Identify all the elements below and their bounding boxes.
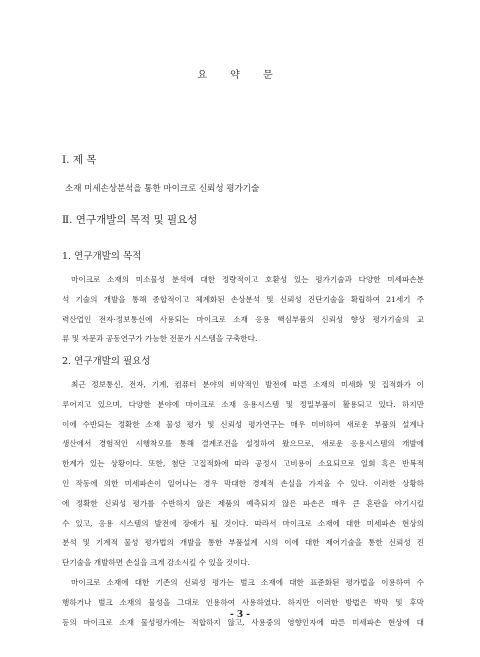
paragraph-line: 등의 마이크로 소재 물성평가에는 적합하지 않고, 사용중의 영향인자에 따른 미세파손 현상에 대 xyxy=(62,617,424,627)
section-2-heading: Ⅱ. 연구개발의 목적 및 필요성 xyxy=(62,214,198,226)
paragraph-line: 마이크로 소재에 대한 기존의 신뢰성 평가는 벌크 소재에 대한 표준화된 평가법을 이용하여 수 xyxy=(71,577,424,587)
paragraph-line: 단기술을 개발하면 손실을 크게 감소시킬 수 있을 것이다. xyxy=(62,558,251,568)
paragraph-line: 최근 정보통신, 전자, 기계, 컴퓨터 분야의 비약적인 발전에 따른 소재의 미세화 및 집적화가 이 xyxy=(71,380,424,389)
paragraph-line: 루어지고 있으며, 다양한 분야에 마이크로 소재 응용시스템 및 정밀부품이 활용되고 있다. 하지만 xyxy=(62,399,424,409)
necessity-paragraph xyxy=(62,378,424,635)
section-1-heading: Ⅰ. 제 목 xyxy=(62,154,97,166)
paragraph-line: 행하거나 벌크 소재의 물성을 그대로 인용하여 사용하였다. 하지만 이러한 방법은 박막 및 후막 xyxy=(62,597,424,607)
paragraph-line: 에 정확한 신뢰성 평가를 수반하지 않은 제품의 예측되지 않은 파손은 매우 큰 혼란을 야기시킬 xyxy=(62,498,424,508)
subsection-necessity-heading: 2. 연구개발의 필요성 xyxy=(62,356,151,367)
paragraph-line: 생산에서 경험적인 시행착오를 통해 결계조건을 설정하여 왔으므로, 새로운 응용시스템의 개발에 xyxy=(62,439,424,449)
purpose-paragraph xyxy=(62,273,424,352)
project-subject: 소재 미세손상분석을 통한 마이크로 신뢰성 평가기술 xyxy=(65,184,260,194)
subsection-purpose-heading: 1. 연구개발의 목적 xyxy=(62,251,142,262)
paragraph-line: 인 작동에 의한 미세파손이 일어나는 경우 막대한 경제적 손실을 가져올 수 있다. 이러한 상황하 xyxy=(62,478,424,488)
summary-title: 요 약 문 xyxy=(197,70,283,81)
paragraph-line: 력산업인 전자·정보통신에 사용되는 마이크로 소재 응용 핵심부품의 신뢰성 향상 평가기술의 교 xyxy=(62,314,424,324)
page-number: - 3 - xyxy=(230,610,250,620)
paragraph-line: 수 있고, 응용 시스템의 발전에 장애가 될 것이다. 따라서 마이크로 소재에 대한 미세파손 현상의 xyxy=(62,518,424,528)
paragraph-line: 한계가 있는 상황이다. 또한, 첨단 고집적화에 따라 공정시 고비용이 소요되므로 일회 혹은 반복적 xyxy=(62,459,424,469)
paragraph-line: 류 및 자문과 공동연구가 가능한 전문가 시스템을 구축한다. xyxy=(62,334,258,344)
paragraph-line: 마이크로 소재의 미소물성 분석에 대한 정량적이고 호환성 있는 평가기술과 다양한 미세파손분 xyxy=(71,275,424,284)
paragraph-line: 석 기술의 개발을 통해 종합적이고 체계화된 손상분석 및 신뢰성 진단기술을 확립하여 21세기 주 xyxy=(62,294,424,304)
paragraph-line: 이에 수반되는 정확한 소재 물성 평가 및 신뢰성 평가연구는 매우 미비하여 새로운 부품의 설계나 xyxy=(62,419,424,429)
paragraph-line: 분석 및 기계적 물성 평가법의 개발을 통한 부품설계 시의 이에 대한 제어기술을 통한 신뢰성 진 xyxy=(62,538,424,548)
